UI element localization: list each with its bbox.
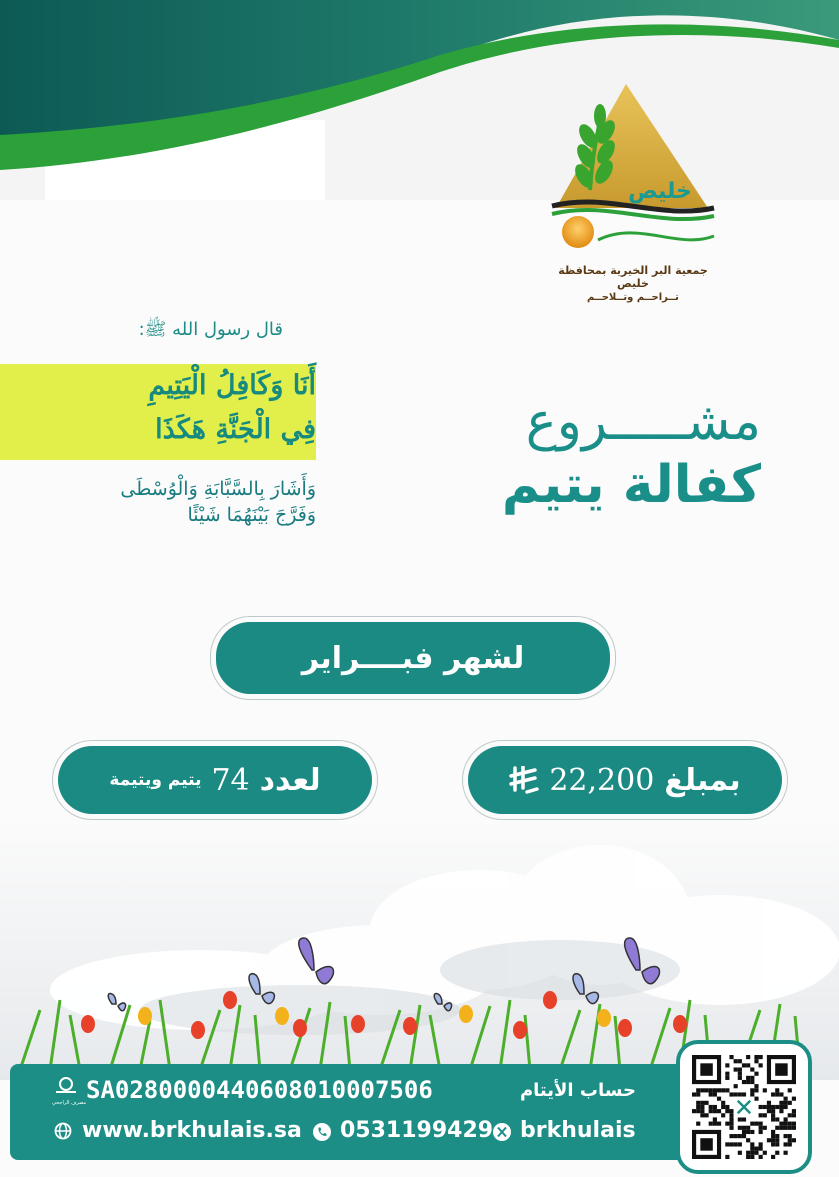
phone-icon	[312, 1122, 332, 1142]
qr-code-box[interactable]	[676, 1040, 812, 1174]
footer-bar	[10, 1064, 718, 1160]
amount-value: 22,200	[549, 762, 655, 798]
org-name: جمعية البر الخيرية بمحافظة خليص	[558, 264, 708, 290]
project-title-line-2: كفالة يتيم	[501, 455, 761, 515]
count-unit: يتيم ويتيمة	[109, 770, 202, 790]
bank-logo	[52, 1076, 87, 1106]
riyal-icon	[509, 766, 539, 794]
count-pill	[58, 746, 372, 814]
hadith-line-1: أَنَا وَكَافِلُ الْيَتِيمِ	[148, 370, 316, 401]
hadith-intro: قال رسول الله ﷺ:	[138, 319, 283, 340]
hadith-gesture-line-2: وَفَرَّجَ بَيْنَهُمَا شَيْئًا	[187, 504, 316, 526]
qr-code[interactable]	[692, 1055, 796, 1159]
project-title-line-1: مشـــــروع	[525, 392, 761, 452]
logo-emblem	[548, 80, 718, 260]
social-handle-link[interactable]: brkhulais	[520, 1118, 636, 1143]
iban-text: SA0280000440608010007506	[86, 1076, 433, 1104]
logo-wordmark: خليص	[628, 179, 692, 204]
sun-icon	[562, 216, 594, 248]
hadith-line-2: فِي الْجَنَّةِ هَكَذَا	[155, 414, 316, 445]
month-pill	[216, 622, 610, 694]
logo	[548, 80, 718, 303]
month-label: لشهر فبــــراير	[301, 640, 525, 676]
x-logo-icon	[492, 1122, 512, 1142]
bank-name: مصرف الراجحي	[52, 1100, 87, 1106]
org-slogan: تــراحــم وتــلاحــم	[587, 292, 679, 303]
website-link[interactable]: www.brkhulais.sa	[82, 1118, 302, 1143]
hadith-gesture	[0, 478, 316, 538]
count-label: لعدد	[259, 762, 321, 798]
bank-logo-icon	[52, 1076, 80, 1096]
globe-icon	[54, 1122, 72, 1140]
hadith-highlight	[0, 364, 316, 460]
phone-link[interactable]: 0531199429	[340, 1118, 494, 1143]
account-label: حساب الأيتام	[519, 1080, 636, 1101]
amount-pill	[468, 746, 782, 814]
count-value: 74	[211, 762, 250, 798]
hadith-gesture-line-1: وَأَشَارَ بِالسَّبَّابَةِ وَالْوُسْطَى	[120, 478, 316, 500]
amount-label: بمبلغ	[664, 762, 741, 798]
